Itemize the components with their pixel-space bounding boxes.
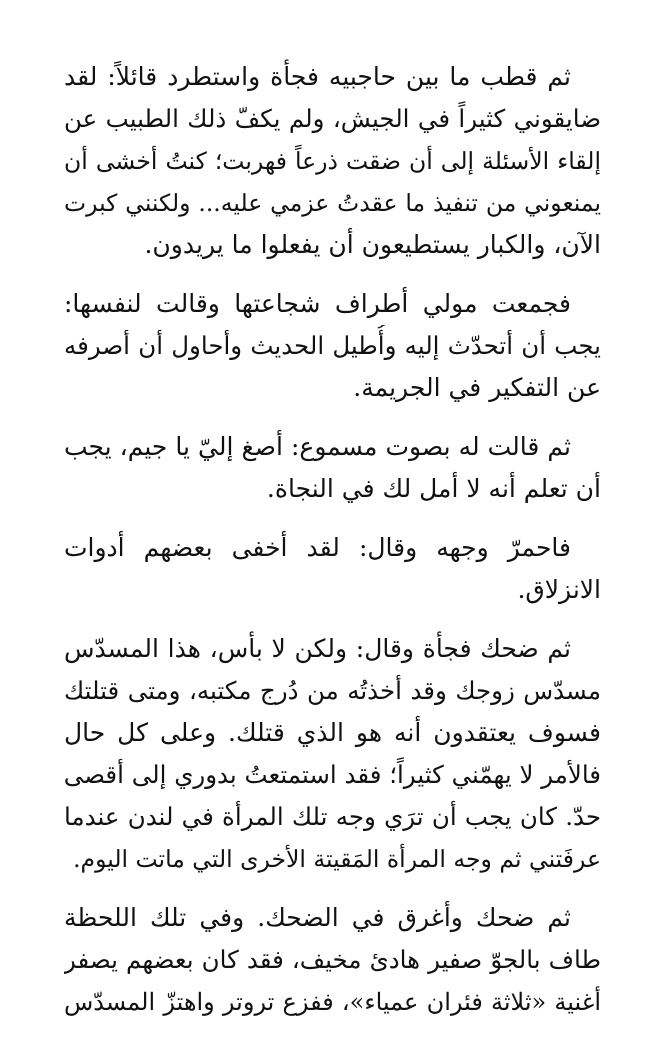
book-page (64, 56, 601, 1040)
text-line: أن تعلم أنه لا أمل لك في النجاة. (266, 474, 601, 503)
paragraph-3 (64, 426, 601, 510)
paragraph-1 (64, 56, 601, 266)
text-line: إلقاء الأسئلة إلى أن ضقت ذرعاً فهربت؛ كنتُ أخشى أن (64, 147, 601, 175)
paragraph-5 (64, 628, 601, 880)
text-line: يمنعوني من تنفيذ ما عقدتُ عزمي عليه... ولكنني كبرت (64, 189, 601, 217)
text-line: ثم قالت له بصوت مسموع: أصغ إليّ يا جيم، يجب (64, 432, 571, 461)
text-line: الانزلاق. (517, 575, 601, 604)
paragraph-2 (64, 283, 601, 409)
paragraph-4 (64, 527, 601, 611)
paragraph-6 (64, 897, 601, 1023)
text-line: يجب أن أتحدّث إليه وأُطيل الحديث وأحاول أن أصرفه (64, 331, 601, 360)
text-line: ضايقوني كثيراً في الجيش، ولم يكفّ ذلك الطبيب عن (64, 104, 601, 133)
text-line: حدّ. كان يجب أن ترَي وجه تلك المرأة في لندن عندما (64, 802, 601, 831)
text-line: ثم قطب ما بين حاجبيه فجأة واستطرد قائلاً: لقد (64, 62, 571, 91)
text-line: فسوف يعتقدون أنه هو الذي قتلك. وعلى كل حال (64, 718, 601, 747)
text-line: عن التفكير في الجريمة. (353, 373, 601, 402)
text-line: ثم ضحك وأغرق في الضحك. وفي تلك اللحظة (64, 903, 571, 932)
text-line: طاف بالجوّ صفير هادئ مخيف، فقد كان بعضهم يصفر (64, 945, 601, 974)
text-line: فاحمرّ وجهه وقال: لقد أخفى بعضهم أدوات (64, 533, 571, 562)
text-line: ثم ضحك فجأة وقال: ولكن لا بأس، هذا المسدّس (64, 634, 571, 663)
text-line: الآن، والكبار يستطيعون أن يفعلوا ما يريدون. (144, 230, 601, 259)
text-line: فالأمر لا يهمّني كثيراً؛ فقد استمتعتُ بدوري إلى أقصى (64, 760, 601, 789)
text-line: فجمعت مولي أطراف شجاعتها وقالت لنفسها: (64, 289, 571, 318)
text-line: أغنية «ثلاثة فئران عمياء»، ففزع تروتر واهتزّ المسدّس (64, 988, 601, 1016)
text-line: مسدّس زوجك وقد أخذتُه من دُرج مكتبه، ومتى قتلتك (64, 676, 601, 705)
text-line: عرفَتني ثم وجه المرأة المَقيتة الأخرى التي ماتت اليوم. (73, 845, 601, 873)
